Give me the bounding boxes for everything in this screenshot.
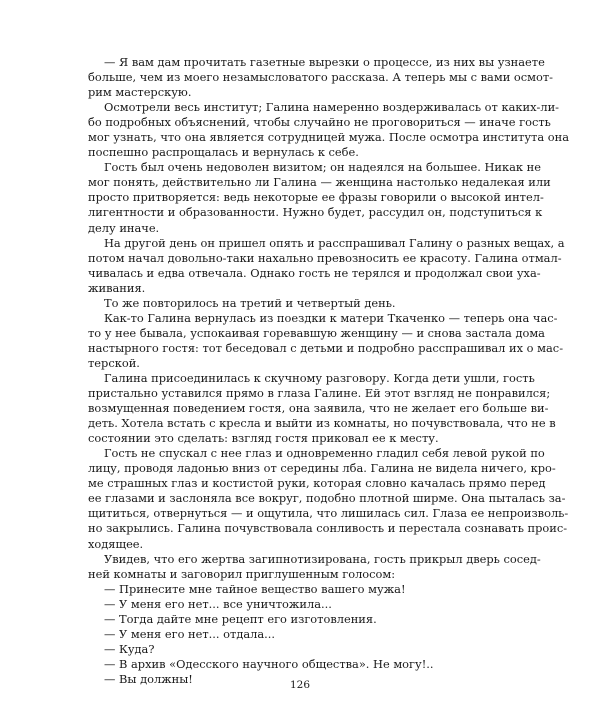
paragraph xyxy=(88,296,522,311)
text-line: чивалась и едва отвечала. Однако гость не терялся и продолжал свои уха- xyxy=(88,265,541,280)
text-line: ней комнаты и заговорил приглушенным голосом: xyxy=(88,566,396,581)
dialogue xyxy=(88,582,522,687)
paragraph xyxy=(88,370,556,446)
text-line: то у нее бывала, успокаивая горевавшую женщину — и снова застала дома xyxy=(88,325,545,340)
text-line: То же повторилось на третий и четвертый день. xyxy=(104,295,396,310)
text-line: возмущенная поведением гостя, она заявила, что не желает его больше ви- xyxy=(88,401,549,416)
dialogue-line: — Вы должны! xyxy=(104,671,193,686)
dialogue-line: — В архив «Одесского научного общества». Не могу!.. xyxy=(104,656,434,671)
page-number: 126 xyxy=(289,679,311,691)
text-line: делу иначе. xyxy=(88,220,160,235)
paragraph xyxy=(88,55,554,100)
text-line: настырного гостя: тот беседовал с детьми и подробно расспрашивал их о мас- xyxy=(88,340,564,355)
text-line: лигентности и образованности. Нужно будет, рассудил он, подступиться к xyxy=(88,205,543,220)
text-line: просто притворяется: ведь некоторые ее фразы говорили о высокой интел- xyxy=(88,190,544,205)
text-line: щититься, отвернуться — и ощутила, что лишилась сил. Глаза ее непроизволь- xyxy=(88,506,569,521)
text-line: но закрылись. Галина почувствовала сонливость и перестала сознавать проис- xyxy=(88,521,568,536)
text-line: деть. Хотела встать с кресла и выйти из комнаты, но почувствовала, что не в xyxy=(88,416,556,431)
text-line: терской. xyxy=(88,355,140,370)
text-line: Гость был очень недоволен визитом; он надеялся на большее. Никак не xyxy=(104,160,541,175)
text-line: Галина присоединилась к скучному разговору. Когда дети ушли, гость xyxy=(104,370,535,385)
paragraph xyxy=(88,551,541,582)
dialogue-line: — У меня его нет... все уничтожила... xyxy=(104,596,332,611)
text-line: ме страшных глаз и костистой руки, которая словно качалась прямо перед xyxy=(88,476,546,491)
paragraph xyxy=(88,100,569,160)
text-line: пристально уставился прямо в глаза Галине. Ей этот взгляд не понравился; xyxy=(88,386,551,401)
paragraph xyxy=(88,446,569,551)
text-line: мог узнать, что она является сотрудницей мужа. После осмотра института она xyxy=(88,130,569,145)
text-line: ее глазами и заслоняла все вокруг, подобно плотной ширме. Она пыталась за- xyxy=(88,491,566,506)
text-line: Как-то Галина вернулась из поездки к матери Ткаченко — теперь она час- xyxy=(104,310,558,325)
body-text xyxy=(88,55,569,687)
text-line: больше, чем из моего незамысловатого рассказа. А теперь мы с вами осмот- xyxy=(88,70,554,85)
text-line: ходящее. xyxy=(88,536,144,551)
text-line: поспешно распрощалась и вернулась к себе. xyxy=(88,145,359,160)
dialogue-line: — Принесите мне тайное вещество вашего мужа! xyxy=(104,581,406,596)
text-line: Гость не спускал с нее глаз и одновременно гладил себя левой рукой по xyxy=(104,446,545,461)
text-line: На другой день он пришел опять и расспрашивал Галину о разных вещах, а xyxy=(104,235,565,250)
text-line: Осмотрели весь институт; Галина намеренно воздерживалась от каких-ли- xyxy=(104,100,560,115)
text-line: живания. xyxy=(88,280,146,295)
paragraph xyxy=(88,310,564,371)
text-line: рим мастерскую. xyxy=(88,85,192,100)
text-line: потом начал довольно-таки нахально превозносить ее красоту. Галина отмал- xyxy=(88,250,562,265)
paragraph xyxy=(88,235,565,296)
text-line: Увидев, что его жертва загипнотизирована, гость прикрыл дверь сосед- xyxy=(104,551,541,566)
text-line: лицу, проводя ладонью вниз от середины лба. Галина не видела ничего, кро- xyxy=(88,461,556,476)
dialogue-line: — Куда? xyxy=(104,641,155,656)
dialogue-line: — Тогда дайте мне рецепт его изготовления. xyxy=(104,611,377,626)
dialogue-line: — У меня его нет... отдала... xyxy=(104,626,276,641)
text-line: состоянии это сделать: взгляд гостя приковал ее к месту. xyxy=(88,431,439,446)
text-line: мог понять, действительно ли Галина — женщина настолько недалекая или xyxy=(88,175,551,190)
paragraph xyxy=(88,160,551,235)
text-line: — Я вам дам прочитать газетные вырезки о процессе, из них вы узнаете xyxy=(104,55,545,69)
text-line: бо подробных объяснений, чтобы случайно не проговориться — иначе гость xyxy=(88,115,551,130)
